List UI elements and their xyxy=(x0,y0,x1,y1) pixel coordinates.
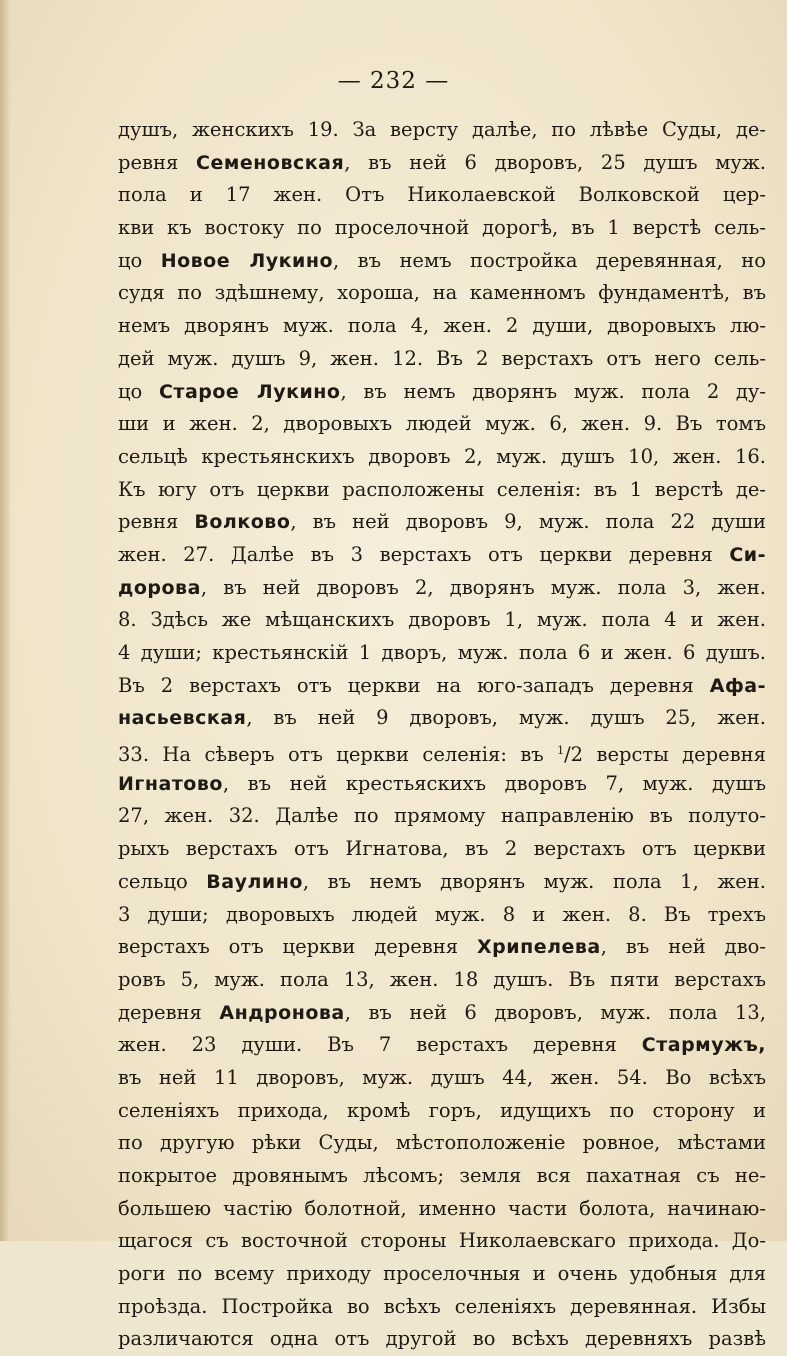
text-segment: ревня xyxy=(118,150,197,174)
text-segment: щагося съ восточной стороны Николаевскаго прихода. До- xyxy=(118,1229,766,1253)
text-segment: 27, жен. 32. Далѣе по прямому направленію въ полуто- xyxy=(118,804,766,828)
village-name: Новое Лукино xyxy=(160,249,334,272)
text-line xyxy=(118,931,766,964)
page-number: — 232 — xyxy=(337,68,450,94)
text-segment: въ ней 11 дворовъ, муж. душъ 44, жен. 54. Во всѣхъ xyxy=(118,1065,766,1089)
body-text xyxy=(118,114,766,1356)
village-name: Стармужъ, xyxy=(641,1034,766,1057)
text-line xyxy=(118,1062,766,1095)
text-segment: судя по здѣшнему, хороша, на каменномъ фундаментѣ, въ xyxy=(118,281,766,305)
text-segment: рыхъ верстахъ отъ Игнатова, въ 2 верстахъ отъ церкви xyxy=(118,837,766,861)
text-line xyxy=(118,474,766,507)
text-line xyxy=(118,1193,766,1226)
text-segment: верстахъ отъ церкви деревня xyxy=(118,935,478,959)
text-segment: версты деревня xyxy=(583,743,766,767)
text-line xyxy=(118,1323,766,1356)
text-segment: , въ немъ дворянъ муж. пола 2 ду- xyxy=(340,379,766,403)
text-line xyxy=(118,833,766,866)
text-line xyxy=(118,604,766,637)
text-line xyxy=(118,343,766,376)
village-name: дорова xyxy=(118,576,201,599)
village-name: Афа- xyxy=(709,674,766,697)
village-name: Старое Лукино xyxy=(158,380,341,403)
text-segment: жен. 23 души. Въ 7 верстахъ деревня xyxy=(118,1033,642,1057)
text-line xyxy=(118,376,766,409)
text-line xyxy=(118,670,766,703)
text-segment: , въ ней дворовъ 9, муж. пола 22 души xyxy=(290,510,766,534)
text-segment: роги по всему приходу проселочныя и очень удобныя для xyxy=(118,1262,766,1286)
text-segment: 8. Здѣсь же мѣщанскихъ дворовъ 1, муж. пола 4 и жен. xyxy=(118,608,766,632)
text-segment: душъ, женскихъ 19. За версту далѣе, по лѣвѣе Суды, де- xyxy=(118,118,766,141)
village-name: Си- xyxy=(729,543,766,566)
text-segment: по другую рѣки Суды, мѣстоположеніе ровное, мѣстами xyxy=(118,1131,766,1155)
text-segment: кви къ востоку по проселочной дорогѣ, въ 1 верстѣ сель- xyxy=(118,216,766,240)
text-segment: дей муж. душъ 9, жен. 12. Въ 2 верстахъ отъ него сель- xyxy=(118,346,766,370)
text-line xyxy=(118,1127,766,1160)
text-segment: большею частію болотной, именно части болота, начинаю- xyxy=(118,1196,766,1220)
text-segment: жен. 27. Далѣе въ 3 верстахъ отъ церкви деревня xyxy=(118,542,730,566)
text-line xyxy=(118,441,766,474)
text-line xyxy=(118,277,766,310)
text-line xyxy=(118,245,766,278)
text-line xyxy=(118,1160,766,1193)
text-line xyxy=(118,1225,766,1258)
text-segment: , въ ней 6 дворовъ, муж. пола 13, xyxy=(344,1000,766,1024)
text-line xyxy=(118,572,766,605)
text-segment: различаются одна отъ другой во всѣхъ деревняхъ развѣ xyxy=(118,1327,766,1351)
text-line xyxy=(118,506,766,539)
text-line xyxy=(118,1258,766,1291)
text-segment: пола и 17 жен. Отъ Николаевской Волковской цер- xyxy=(118,183,766,207)
text-segment: ши и жен. 2, дворовыхъ людей муж. 6, жен. 9. Въ томъ xyxy=(118,412,766,436)
text-segment: ровъ 5, муж. пола 13, жен. 18 душъ. Въ пяти верстахъ xyxy=(118,967,766,991)
text-line xyxy=(118,964,766,997)
text-segment: сельцѣ крестьянскихъ дворовъ 2, муж. душъ 10, жен. 16. xyxy=(118,444,766,468)
text-segment: , въ ней крестьяскихъ дворовъ 7, муж. душъ xyxy=(222,771,766,795)
text-segment: Въ 2 верстахъ отъ церкви на юго-западъ деревня xyxy=(118,673,710,697)
text-line xyxy=(118,179,766,212)
text-line xyxy=(118,800,766,833)
text-segment: цо xyxy=(118,379,159,403)
text-segment: , въ ней 6 дворовъ, 25 душъ муж. xyxy=(344,150,766,174)
village-name: Ваулино xyxy=(206,870,303,893)
text-segment: 33. На сѣверъ отъ церкви селенія: въ xyxy=(118,743,558,767)
text-line xyxy=(118,702,766,735)
text-line xyxy=(118,997,766,1030)
text-line xyxy=(118,866,766,899)
text-line xyxy=(118,637,766,670)
text-segment: деревня xyxy=(118,1000,220,1024)
text-line xyxy=(118,1095,766,1128)
text-line xyxy=(118,768,766,801)
text-line xyxy=(118,1029,766,1062)
text-line xyxy=(118,310,766,343)
text-line xyxy=(118,735,766,768)
village-name: Семеновская xyxy=(196,151,345,174)
text-segment: селеніяхъ прихода, кромѣ горъ, идущихъ по сторону и xyxy=(118,1098,766,1122)
text-segment: проѣзда. Постройка во всѣхъ селеніяхъ деревянная. Избы xyxy=(118,1294,766,1318)
text-line xyxy=(118,147,766,180)
text-segment: 3 души; дворовыхъ людей муж. 8 и жен. 8. Въ трехъ xyxy=(118,902,766,926)
text-segment: Къ югу отъ церкви расположены селенія: въ 1 верстѣ де- xyxy=(118,477,766,501)
text-segment: , въ ней дво- xyxy=(600,935,766,959)
text-line xyxy=(118,114,766,147)
text-line xyxy=(118,212,766,245)
text-segment: ревня xyxy=(118,510,195,534)
village-name: насьевская xyxy=(118,707,247,730)
text-segment: сельцо xyxy=(118,869,207,893)
text-segment: , въ ней 9 дворовъ, муж. душъ 25, жен. xyxy=(246,706,766,730)
text-segment: , въ немъ постройка деревянная, но xyxy=(333,248,766,272)
text-segment: цо xyxy=(118,248,161,272)
village-name: Хрипелева xyxy=(477,936,601,959)
text-segment: , въ немъ дворянъ муж. пола 1, жен. xyxy=(302,869,766,893)
text-segment: немъ дворянъ муж. пола 4, жен. 2 души, дворовыхъ лю- xyxy=(118,314,766,338)
text-line xyxy=(118,539,766,572)
village-name: Андронова xyxy=(219,1001,345,1024)
fraction: $^1$/2 xyxy=(557,743,584,767)
text-line xyxy=(118,408,766,441)
text-line xyxy=(118,1291,766,1324)
text-segment: покрытое дровянымъ лѣсомъ; земля вся пахатная съ не- xyxy=(118,1164,766,1187)
village-name: Волково xyxy=(194,511,291,534)
text-line xyxy=(118,899,766,932)
text-segment: 4 души; крестьянскій 1 дворъ, муж. пола 6 и жен. 6 душъ. xyxy=(118,641,766,664)
text-segment: , въ ней дворовъ 2, дворянъ муж. пола 3, жен. xyxy=(200,575,766,599)
page-binding-edge xyxy=(0,0,10,1241)
village-name: Игнатово xyxy=(118,772,223,795)
